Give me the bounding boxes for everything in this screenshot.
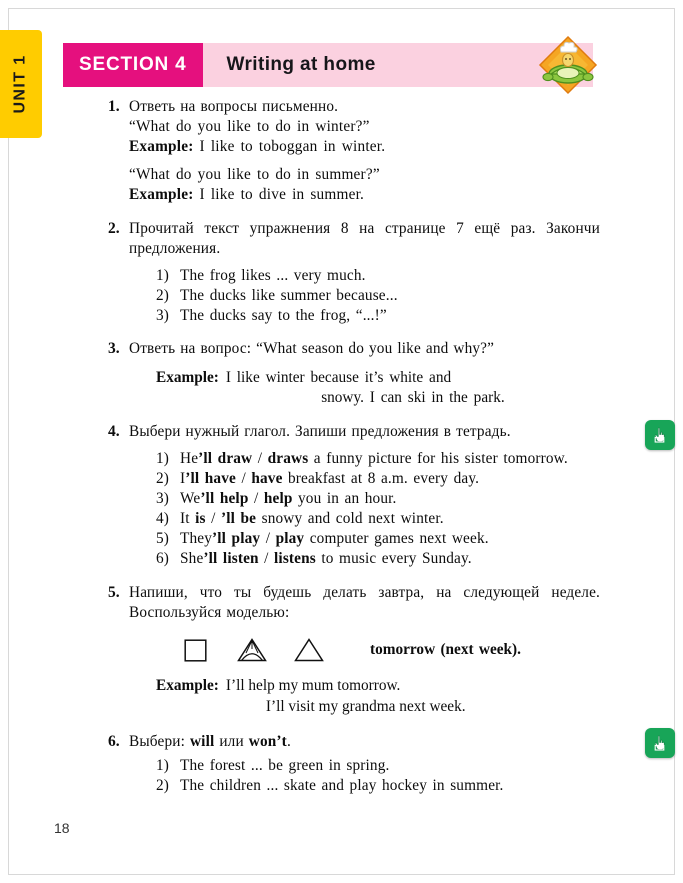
item-marker: 1) [156, 266, 170, 284]
sub-item-list [129, 449, 600, 569]
list-item [156, 306, 600, 326]
item-text: It is / ’ll be snowy and cold next winter. [180, 510, 444, 528]
unit-tab-label: UNIT 1 [12, 54, 30, 114]
exercise-3 [108, 339, 600, 409]
example-label: Example: [129, 186, 194, 204]
list-item [156, 489, 600, 509]
item-text: They’ll play / play computer games next week. [180, 530, 489, 548]
unit-tab [0, 30, 42, 138]
section-badge: SECTION 4 [63, 43, 203, 87]
item-text: The frog likes ... very much. [180, 266, 366, 284]
example-label: Example: [156, 677, 219, 695]
exercise-number: 5. [108, 584, 120, 602]
exercise-prompt: Ответь на вопросы письменно. [129, 98, 339, 115]
exercise-list [108, 97, 600, 807]
example-label: Example: [156, 368, 219, 386]
item-text: The ducks like summer because... [180, 286, 398, 304]
page-number: 18 [54, 820, 70, 836]
exercise-number: 1. [108, 98, 120, 115]
exercise-number: 2. [108, 219, 120, 237]
exercise-prompt: Ответь на вопрос: “What season do you like and why?” [129, 339, 495, 357]
item-text: I’ll have / have breakfast at 8 a.m. every day. [180, 470, 480, 488]
example-label: Example: [129, 138, 194, 156]
item-marker: 6) [156, 550, 170, 568]
exercise-1 [108, 97, 600, 206]
example-line-2: snowy. I can ski in the park. [321, 388, 505, 406]
example-block [129, 676, 600, 717]
exercise-prompt: Прочитай текст упражнения 8 на странице 7 ещё раз. Закончи предложения. [129, 219, 600, 257]
question-2: “What do you like to do in summer?” [129, 165, 380, 183]
item-text: She’ll listen / listens to music every Sunday. [180, 550, 472, 568]
item-text: We’ll help / help you in an hour. [180, 490, 397, 508]
section-title: Writing at home [226, 54, 376, 75]
exercise-prompt: Напиши, что ты будешь делать завтра, на следующей неделе. Воспользуйся моделью: [129, 584, 600, 622]
sub-item-list [129, 756, 600, 796]
square-symbol-icon [184, 639, 207, 662]
item-text: He’ll draw / draws a funny picture for his sister tomorrow. [180, 450, 568, 468]
list-item [156, 509, 600, 529]
item-marker: 3) [156, 490, 170, 508]
exercise-4 [108, 422, 600, 569]
example-text: I like to toboggan in winter. [199, 138, 386, 156]
exercise-number: 6. [108, 733, 120, 750]
list-item [156, 756, 600, 776]
item-marker: 1) [156, 450, 170, 468]
list-item [156, 529, 600, 549]
exercise-number: 4. [108, 423, 120, 441]
exercise-prompt: Выбери: will или won’t. [129, 733, 291, 750]
exercise-number: 3. [108, 339, 120, 357]
triangle-symbol-icon [294, 638, 324, 662]
hand-pointer-icon[interactable] [645, 420, 675, 450]
triangle-fan-symbol-icon [237, 638, 267, 662]
example-1 [129, 137, 600, 157]
item-text: The forest ... be green in spring. [180, 756, 390, 774]
list-item [156, 549, 600, 569]
item-marker: 1) [156, 756, 170, 774]
example-text: I like to dive in summer. [199, 186, 365, 204]
model-symbols-row [129, 633, 600, 667]
exercise-5 [108, 583, 600, 717]
question-1: “What do you like to do in winter?” [129, 117, 370, 135]
exercise-2 [108, 219, 600, 326]
item-text: The children ... skate and play hockey in summer. [180, 776, 504, 794]
section-header [63, 43, 593, 87]
example-line-1: I like winter because it’s white and [225, 368, 452, 386]
item-marker: 2) [156, 286, 170, 304]
list-item [156, 266, 600, 286]
exercise-prompt: Выбери нужный глагол. Запиши предложения в тетрадь. [129, 423, 511, 441]
list-item [156, 776, 600, 796]
model-text: tomorrow (next week). [370, 641, 521, 659]
hand-pointer-icon[interactable] [645, 728, 675, 758]
list-item [156, 469, 600, 489]
turtle-chef-mascot-icon [537, 33, 599, 97]
item-marker: 2) [156, 776, 170, 794]
example-2 [129, 185, 600, 205]
example-line-2: I’ll visit my grandma next week. [265, 697, 466, 715]
sub-item-list [129, 266, 600, 326]
item-marker: 4) [156, 510, 170, 528]
list-item [156, 449, 600, 469]
item-marker: 3) [156, 306, 170, 324]
item-marker: 5) [156, 530, 170, 548]
item-marker: 2) [156, 470, 170, 488]
example-block [129, 368, 600, 409]
example-line-1: I’ll help my mum tomorrow. [225, 677, 401, 695]
item-text: The ducks say to the frog, “...!” [180, 306, 387, 324]
exercise-6 [108, 732, 600, 796]
list-item [156, 286, 600, 306]
